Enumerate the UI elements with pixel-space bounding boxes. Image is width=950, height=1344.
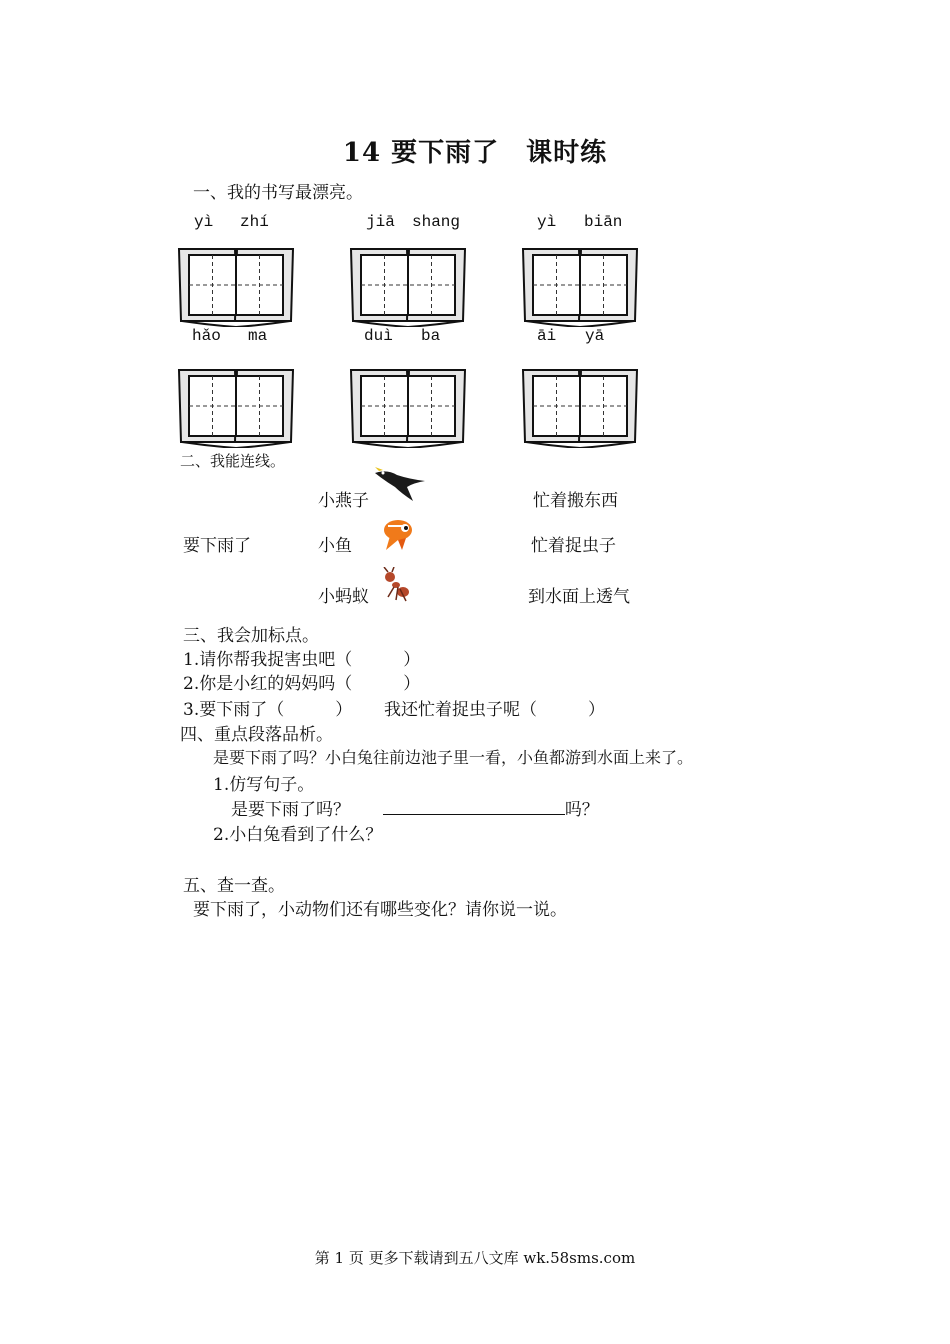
- pinyin-2b: shang: [412, 213, 461, 231]
- pinyin-3b: biān: [584, 213, 623, 231]
- section5-heading: 五、查一查。: [183, 876, 285, 896]
- section4-heading: 四、重点段落品析。: [180, 725, 333, 745]
- section5-text: 要下雨了，小动物们还有哪些变化？请你说一说。: [193, 900, 567, 920]
- section2-heading: 二、我能连线。: [180, 452, 286, 470]
- section3-heading: 三、我会加标点。: [183, 626, 319, 646]
- writing-grid-book[interactable]: [349, 243, 467, 327]
- pinyin-1a: yì: [194, 213, 214, 231]
- pinyin-1b: zhí: [240, 213, 269, 231]
- match-animal-fish[interactable]: 小鱼: [318, 536, 352, 556]
- page-footer: 第 1 页 更多下载请到五八文库 wk.58sms.com: [314, 1249, 636, 1267]
- passage-text: 是要下雨了吗？小白兔往前边池子里一看，小鱼都游到水面上来了。: [213, 748, 694, 767]
- pinyin-3a: yì: [537, 213, 557, 231]
- punctuation-question-2[interactable]: 2.你是小红的妈妈吗（ ）: [183, 674, 421, 694]
- punctuation-question-1[interactable]: 1.请你帮我捉害虫吧（ ）: [183, 650, 421, 670]
- pinyin-6a: āi: [537, 327, 557, 345]
- fish-icon: [380, 516, 418, 552]
- match-action-2[interactable]: 忙着捉虫子: [531, 536, 616, 556]
- writing-grid-book[interactable]: [177, 364, 295, 448]
- answer-blank[interactable]: [383, 798, 565, 815]
- writing-grid-book[interactable]: [349, 364, 467, 448]
- swallow-icon: [373, 465, 429, 505]
- imitation-prefix: 是要下雨了吗？: [231, 800, 350, 820]
- match-animal-ant[interactable]: 小蚂蚁: [318, 587, 369, 607]
- imitation-suffix: 吗？: [564, 800, 599, 820]
- pinyin-4a: hǎo: [192, 327, 221, 345]
- punctuation-question-3a[interactable]: 3.要下雨了（ ）: [183, 700, 353, 720]
- pinyin-6b: yā: [585, 327, 605, 345]
- section1-heading: 一、我的书写最漂亮。: [193, 183, 363, 203]
- question-1-label: 1.仿写句子。: [213, 775, 315, 795]
- writing-grid-book[interactable]: [521, 364, 639, 448]
- pinyin-5a: duì: [364, 327, 393, 345]
- question-2-label: 2.小白兔看到了什么？: [213, 825, 383, 845]
- ant-icon: [378, 567, 412, 603]
- page-title: 14 要下雨了 课时练: [342, 138, 608, 168]
- match-left-item[interactable]: 要下雨了: [183, 536, 251, 556]
- pinyin-2a: jiā: [366, 213, 395, 231]
- writing-grid-book[interactable]: [177, 243, 295, 327]
- punctuation-question-3b[interactable]: 我还忙着捉虫子呢（ ）: [384, 700, 605, 720]
- match-action-1[interactable]: 忙着搬东西: [533, 491, 618, 511]
- pinyin-5b: ba: [421, 327, 441, 345]
- pinyin-4b: ma: [248, 327, 268, 345]
- writing-grid-book[interactable]: [521, 243, 639, 327]
- imitation-sentence: [231, 795, 599, 820]
- match-action-3[interactable]: 到水面上透气: [528, 587, 630, 607]
- match-animal-swallow[interactable]: 小燕子: [318, 491, 369, 511]
